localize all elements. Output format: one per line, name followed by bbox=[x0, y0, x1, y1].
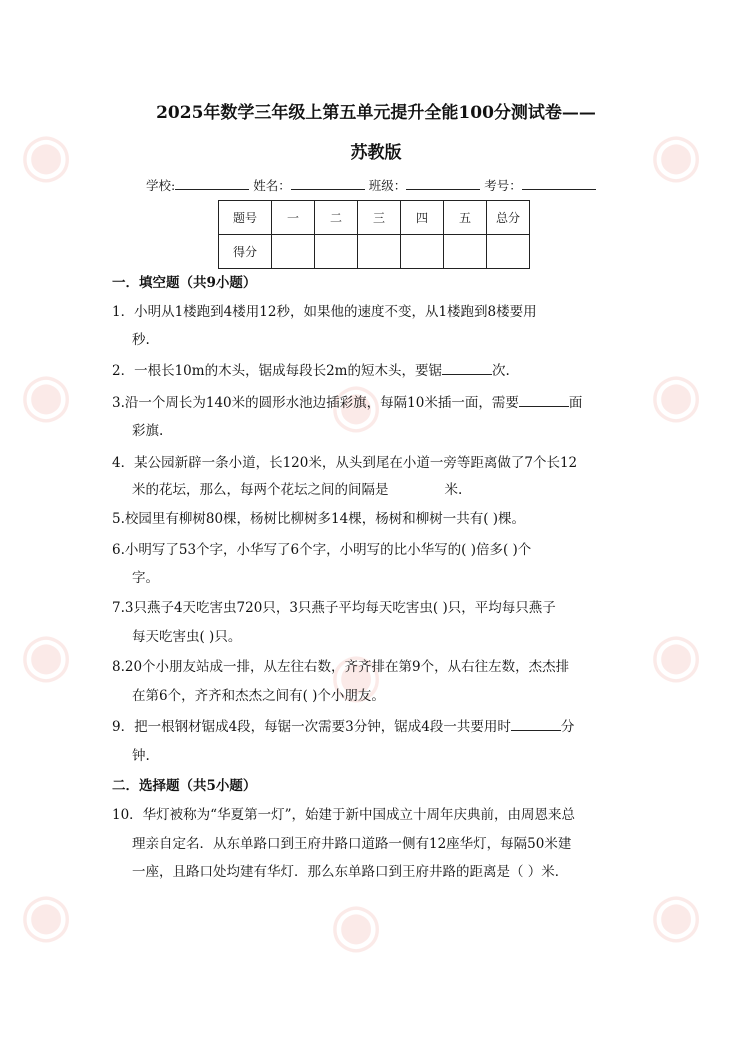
question-7-line1: 7.3只燕子4天吃害虫720只，3只燕子平均每天吃害虫( )只，平均每只燕子 bbox=[112, 600, 556, 616]
question-3-line2: 彩旗. bbox=[132, 423, 164, 439]
question-10-line2: 理亲自定名．从东单路口到王府井路口道路一侧有12座华灯，每隔50米建 bbox=[132, 836, 572, 852]
question-9 bbox=[112, 716, 642, 737]
name-label: 姓名： bbox=[253, 178, 291, 193]
watermark-logo-icon: ◉ bbox=[20, 620, 73, 690]
watermark-logo-icon: ◉ bbox=[20, 360, 73, 430]
question-7-line2: 每天吃害虫( )只。 bbox=[132, 629, 242, 645]
score-table-cell: 三 bbox=[358, 201, 401, 235]
number-label: 考号： bbox=[484, 178, 522, 193]
score-input-cell[interactable] bbox=[487, 235, 530, 269]
question-2 bbox=[112, 360, 642, 381]
score-table-cell: 题号 bbox=[219, 201, 272, 235]
school-label: 学校: bbox=[146, 178, 176, 193]
score-table-cell: 总分 bbox=[487, 201, 530, 235]
score-table bbox=[218, 200, 530, 269]
score-table-cell: 二 bbox=[315, 201, 358, 235]
score-input-cell[interactable] bbox=[444, 235, 487, 269]
answer-blank[interactable] bbox=[442, 360, 492, 375]
question-3-text: 3.沿一个周长为140米的圆形水池边插彩旗，每隔10米插一面，需要 bbox=[112, 395, 519, 411]
watermark-logo-icon: ◉ bbox=[20, 120, 73, 190]
section-heading-fill-in: 一．填空题（共9小题） bbox=[112, 275, 257, 291]
question-4-tail: 米. bbox=[444, 482, 463, 498]
score-table-header-row bbox=[219, 201, 530, 235]
watermark-logo-icon: ◉ bbox=[330, 640, 383, 710]
score-input-cell[interactable] bbox=[272, 235, 315, 269]
watermark-logo-icon: ◉ bbox=[650, 880, 703, 950]
question-1-line2: 秒. bbox=[132, 332, 150, 348]
question-9-text: 9．把一根钢材锯成4段，每锯一次需要3分钟，锯成4段一共要用时 bbox=[112, 719, 511, 735]
class-label: 班级： bbox=[368, 178, 407, 193]
watermark-logo-icon: ◉ bbox=[330, 890, 383, 960]
question-3-tail: 面 bbox=[568, 395, 583, 411]
school-field[interactable] bbox=[175, 176, 249, 190]
score-input-cell[interactable] bbox=[315, 235, 358, 269]
watermark-logo-icon: ◉ bbox=[20, 880, 73, 950]
score-input-cell[interactable] bbox=[401, 235, 444, 269]
answer-blank[interactable] bbox=[519, 392, 569, 407]
exam-title-line1: 2025年数学三年级上第五单元提升全能100分测试卷—— bbox=[156, 103, 596, 123]
question-9-line2: 钟. bbox=[132, 748, 150, 764]
question-3 bbox=[112, 392, 642, 413]
score-table-score-row bbox=[219, 235, 530, 269]
score-table-cell: 四 bbox=[401, 201, 444, 235]
question-4-line2 bbox=[132, 480, 662, 500]
class-field[interactable] bbox=[406, 176, 480, 190]
score-table-cell: 五 bbox=[444, 201, 487, 235]
answer-blank[interactable] bbox=[511, 716, 561, 731]
question-8-line1: 8.20个小朋友站成一排，从左往右数，齐齐排在第9个，从右往左数，杰杰排 bbox=[112, 659, 570, 675]
watermark-logo-icon: ◉ bbox=[650, 360, 703, 430]
question-2-tail: 次. bbox=[491, 363, 510, 379]
question-9-tail: 分 bbox=[560, 719, 575, 735]
watermark-logo-icon: ◉ bbox=[330, 370, 383, 440]
watermark-logo-icon: ◉ bbox=[650, 120, 703, 190]
question-4-text: 米的花坛，那么，每两个花坛之间的间隔是 bbox=[132, 482, 389, 498]
question-10-line1: 10．华灯被称为“华夏第一灯”，始建于新中国成立十周年庆典前，由周恩来总 bbox=[112, 807, 575, 823]
question-6-line2: 字。 bbox=[132, 570, 159, 586]
question-10-line3: 一座，且路口处均建有华灯．那么东单路口到王府井路的距离是（ ）米． bbox=[132, 864, 569, 880]
section-heading-choice: 二．选择题（共5小题） bbox=[112, 778, 257, 794]
exam-title-line2: 苏教版 bbox=[350, 143, 402, 163]
question-5: 5.校园里有柳树80棵，杨树比柳树多14棵，杨树和柳树一共有( )棵。 bbox=[112, 511, 526, 527]
student-info-row bbox=[146, 176, 596, 194]
watermark-logo-icon: ◉ bbox=[650, 620, 703, 690]
score-table-cell: 一 bbox=[272, 201, 315, 235]
score-input-cell[interactable] bbox=[358, 235, 401, 269]
question-1-line1: 1．小明从1楼跑到4楼用12秒，如果他的速度不变，从1楼跑到8楼要用 bbox=[112, 304, 537, 320]
question-4-line1: 4．某公园新辟一条小道，长120米，从头到尾在小道一旁等距离做了7个长12 bbox=[112, 455, 578, 471]
number-field[interactable] bbox=[522, 176, 596, 190]
score-row-label: 得分 bbox=[219, 235, 272, 269]
question-8-line2: 在第6个，齐齐和杰杰之间有( )个小朋友。 bbox=[132, 688, 385, 704]
name-field[interactable] bbox=[291, 176, 365, 190]
question-6-line1: 6.小明写了53个字，小华写了6个字，小明写的比小华写的( )倍多( )个 bbox=[112, 542, 532, 558]
question-2-text: 2．一根长10m的木头，锯成每段长2m的短木头，要锯 bbox=[112, 363, 442, 379]
